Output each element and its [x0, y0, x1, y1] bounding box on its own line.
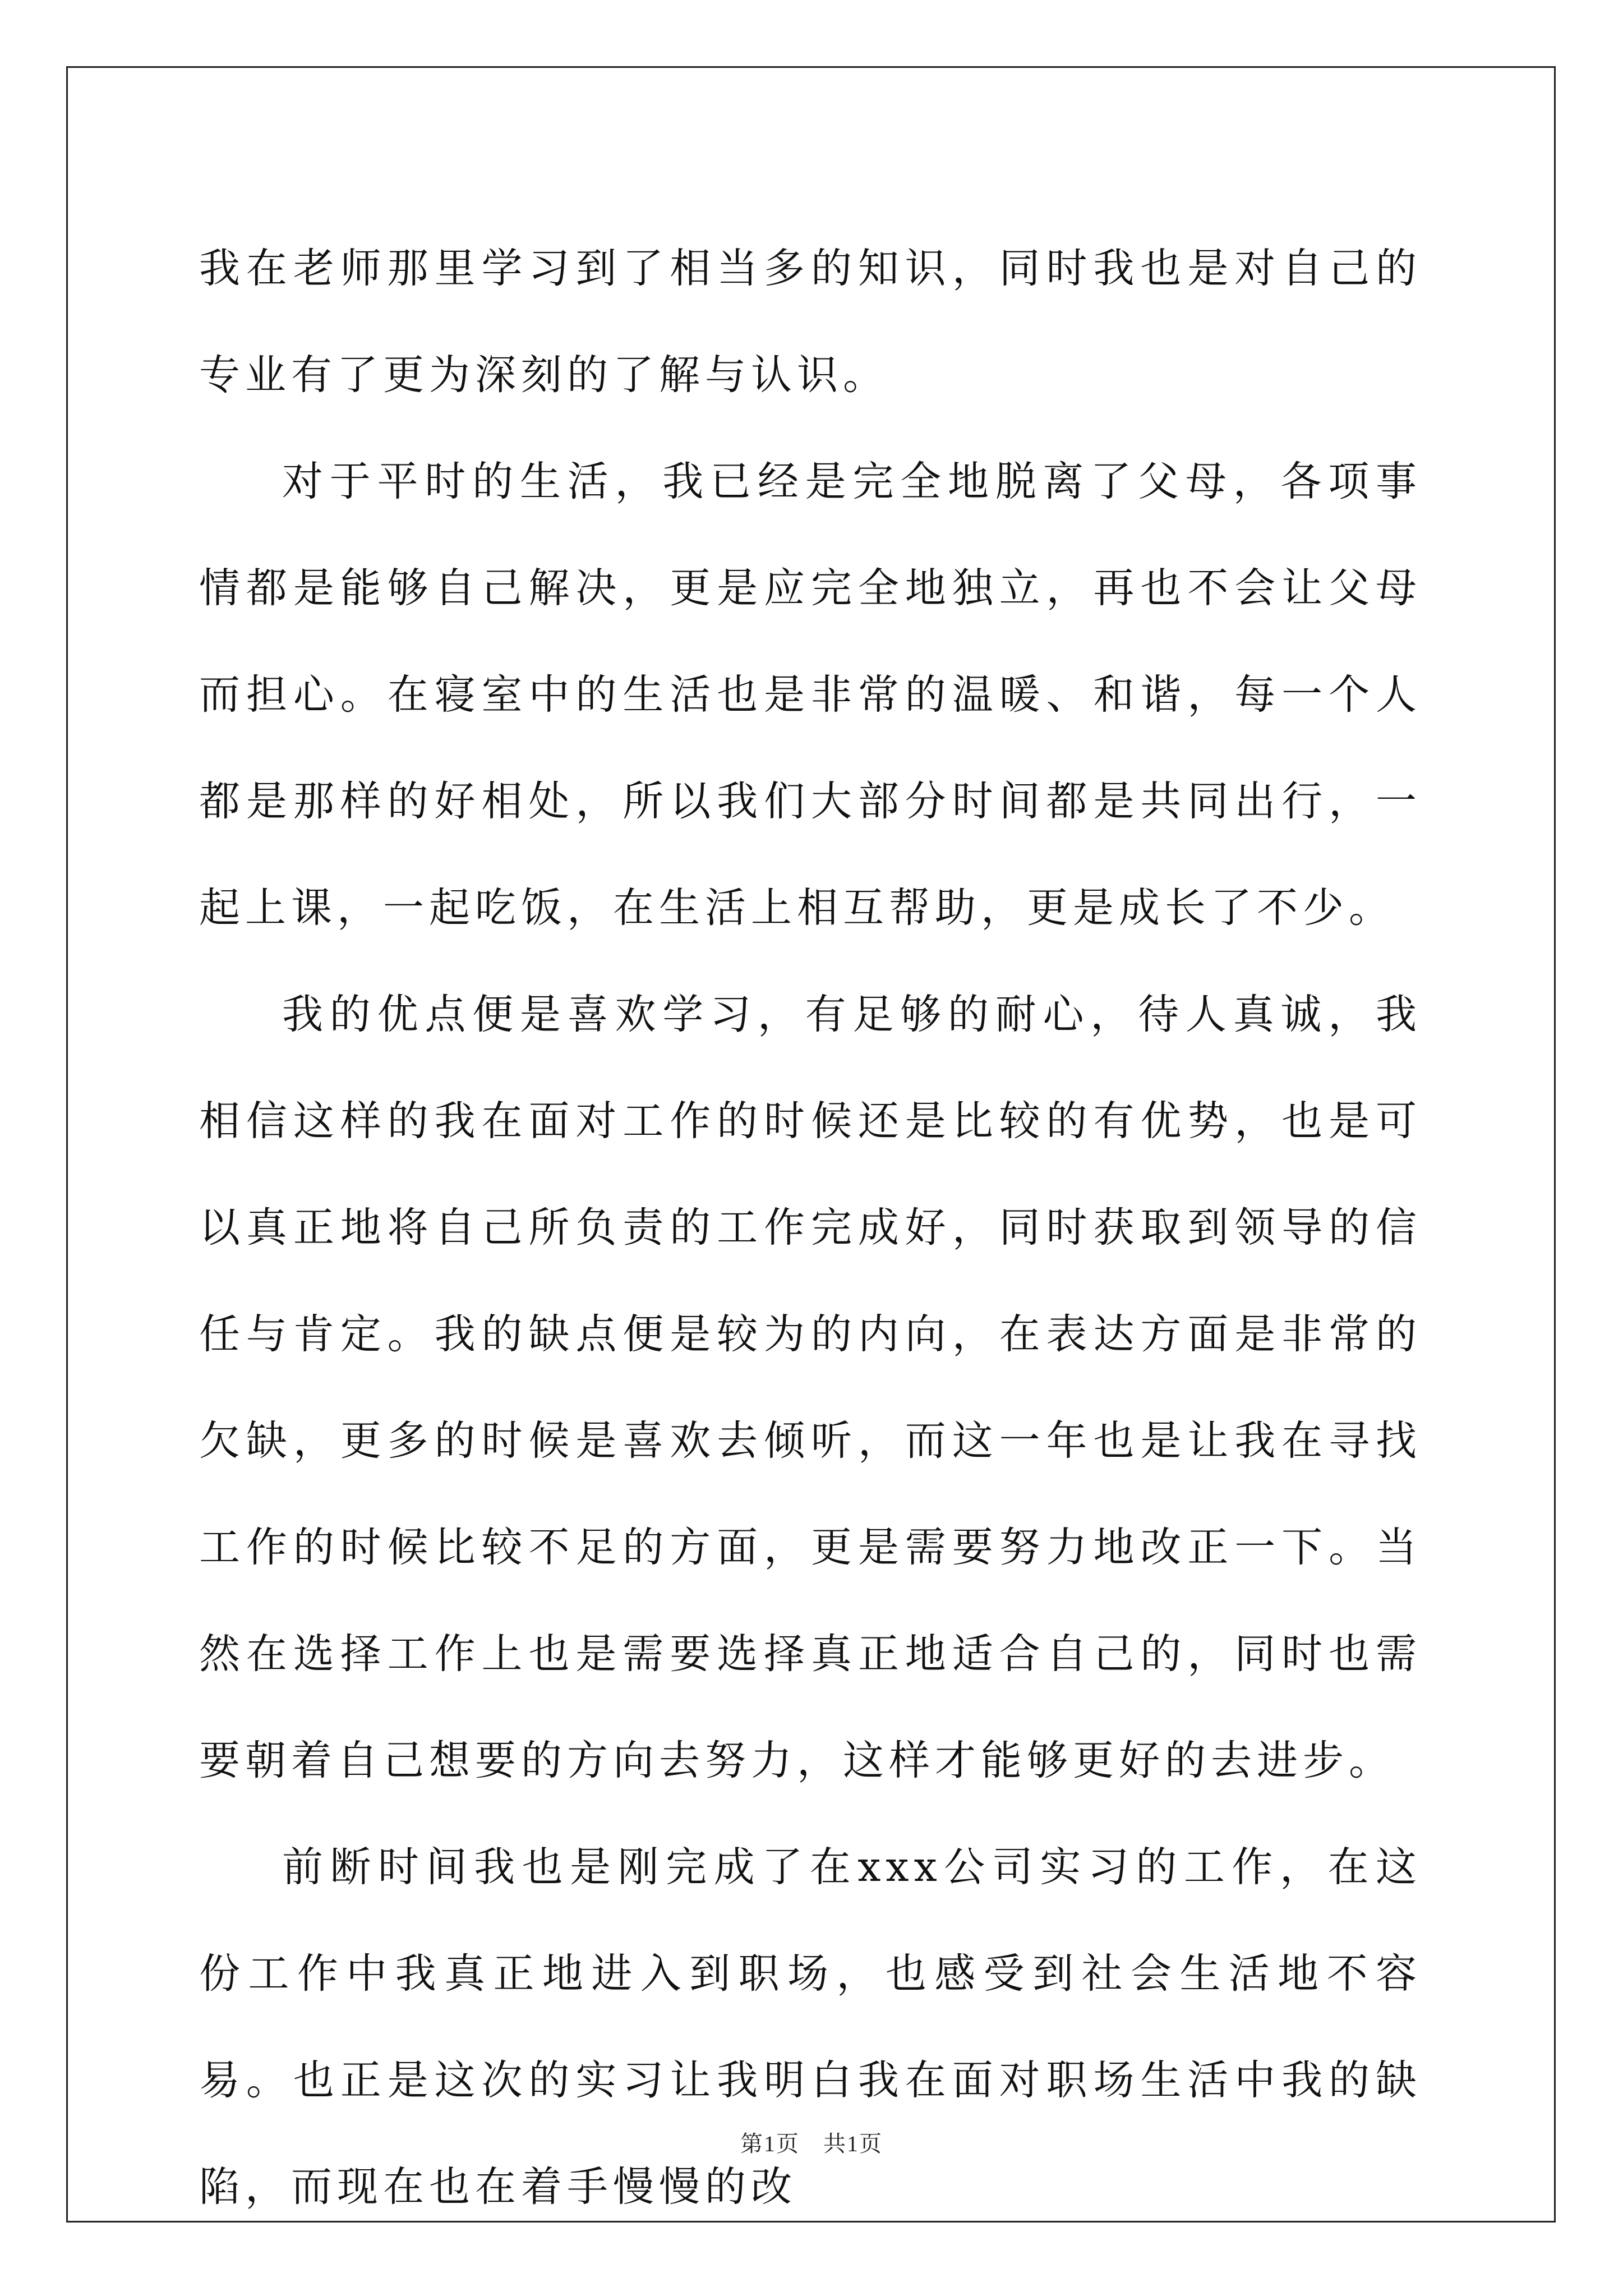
paragraph-1: 我在老师那里学习到了相当多的知识，同时我也是对自己的专业有了更为深刻的了解与认识。 [199, 245, 1422, 399]
paragraph-2: 对于平时的生活，我已经是完全地脱离了父母，各项事情都是能够自己解决，更是应完全地独立，再也不会让父母而担心。在寝室中的生活也是非常的温暖、和谐，每一个人都是那样的好相处，所以我们大部分时间都是共同出行，一起上课，一起吃饭，在生活上相互帮助，更是成长了不少。 [199, 458, 1422, 932]
paragraph-4: 前断时间我也是刚完成了在xxx公司实习的工作，在这份工作中我真正地进入到职场，也感受到社会生活地不容易。也正是这次的实习让我明白我在面对职场生活中我的缺陷，而现在也在着手慢慢的改 [199, 1843, 1422, 2211]
document-body [199, 215, 1422, 2240]
paragraph-3: 我的优点便是喜欢学习，有足够的耐心，待人真诚，我相信这样的我在面对工作的时候还是比较的有优势，也是可以真正地将自己所负责的工作完成好，同时获取到领导的信任与肯定。我的缺点便是较为的内向，在表达方面是非常的欠缺，更多的时候是喜欢去倾听，而这一年也是让我在寻找工作的时候比较不足的方面，更是需要努力地改正一下。当然在选择工作上也是需要选择真正地适合自己的，同时也需要朝着自己想要的方向去努力，这样才能够更好的去进步。 [199, 991, 1422, 1784]
page-footer: 第1页 共1页 [740, 2131, 883, 2156]
